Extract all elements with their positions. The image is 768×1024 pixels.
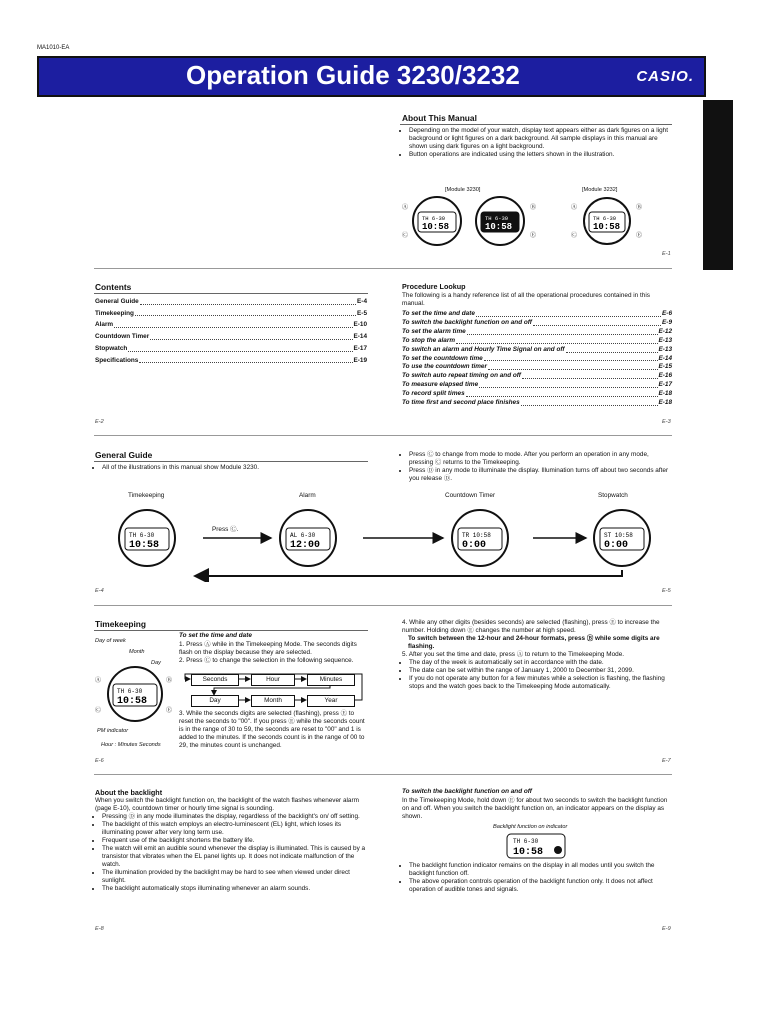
svg-text:Ⓒ: Ⓒ: [95, 708, 102, 714]
svg-text:TH 6-30: TH 6-30: [593, 215, 617, 222]
sequence-seconds: Seconds: [191, 674, 239, 686]
svg-text:Ⓐ: Ⓐ: [571, 205, 578, 211]
page-number: E-6: [95, 758, 104, 764]
svg-text:Ⓑ: Ⓑ: [166, 678, 173, 684]
module-label-3232: [Module 3232]: [582, 187, 618, 193]
toc-item[interactable]: Countdown Timer E-14: [95, 333, 367, 341]
display-main: 12:00: [290, 540, 321, 551]
contents-heading: Contents: [95, 282, 132, 292]
general-guide-heading: General Guide: [95, 450, 153, 460]
display-top: TH 6-30: [117, 688, 143, 695]
sequence-month: Month: [251, 695, 295, 707]
mode-label-alarm: Alarm: [299, 492, 316, 499]
watch-illustration-3232: [570, 195, 645, 247]
display-main: 0:00: [604, 540, 629, 551]
sequence-year: Year: [307, 695, 355, 707]
procedure-item[interactable]: To set the time and date E-6: [402, 310, 672, 317]
backlight-text: When you switch the backlight function on, the backlight of the watch flashes whenever alarm (page E-10), countdown timer or hourly time signal is sounding. • Pressing Ⓓ in any mode illuminates the display, regardless of the backlight's on/ off setting. • The backlight of this watch employs an electro-luminescent (EL) light, which loses its illuminating power after very long term use. • Frequent use of the backlight shortens the battery life. • The watch will emit an audible sound whenever the display is illuminated. This is caused by a transistor that vibrates when the EL panel lights up. It does not indicate malfunction of the watch. • The illumination provided by the backlight may be hard to see when viewed under direct sunlight. • The backlight automatically stops illuminating whenever an alarm sounds.: [95, 797, 367, 893]
about-heading: About This Manual: [402, 113, 477, 123]
toc-item[interactable]: Alarm E-10: [95, 321, 367, 329]
general-guide-bullets: • Press Ⓒ to change from mode to mode. After you perform an operation in any mode, pressing Ⓒ returns to the Timekeeping. • Press Ⓓ in any mode to illuminate the display. Illumination turns off about two seconds after you release Ⓓ.: [402, 451, 674, 483]
sequence-minutes: Minutes: [307, 674, 355, 686]
side-tab: [703, 100, 733, 270]
procedure-item[interactable]: To switch an alarm and Hourly Time Signal on and off E-13: [402, 345, 672, 353]
page-number: E-7: [662, 758, 671, 764]
backlight-display: [505, 832, 575, 860]
procedure-heading: Procedure Lookup: [402, 282, 466, 291]
procedure-item[interactable]: To stop the alarm E-13: [402, 336, 672, 344]
page-number: E-8: [95, 926, 104, 932]
sequence-day: Day: [191, 695, 239, 707]
mode-label-countdown: Countdown Timer: [445, 492, 496, 499]
divider: [94, 630, 368, 631]
backlight-switch-title: To switch the backlight function on and off: [402, 788, 532, 795]
svg-text:Ⓔ: Ⓔ: [166, 708, 173, 714]
display-top: AL 6-30: [290, 532, 316, 539]
toc-item[interactable]: Specifications E-19: [95, 356, 367, 364]
watch-stopwatch: [594, 510, 650, 566]
svg-text:Ⓑ: Ⓑ: [636, 205, 643, 211]
label-hour-minutes-seconds: Hour : Minutes Seconds: [101, 742, 161, 748]
sequence-arrows: [180, 670, 370, 710]
display-main: 0:00: [462, 540, 487, 551]
procedure-item[interactable]: To switch the backlight function on and off E-9: [402, 318, 672, 326]
document-code: MA1010-EA: [37, 45, 70, 51]
watch-face-left: [413, 197, 461, 245]
toc-item[interactable]: Stopwatch E-17: [95, 344, 367, 352]
procedure-item[interactable]: To switch auto repeat timing on and off E-16: [402, 372, 672, 380]
page-number: E-4: [95, 588, 104, 594]
svg-text:TH 6-30: TH 6-30: [422, 215, 446, 222]
procedure-item[interactable]: To set the alarm time E-12: [402, 327, 672, 335]
mode-label-timekeeping: Timekeeping: [128, 492, 165, 499]
display-top: TR 10:58: [462, 532, 491, 539]
svg-text:Ⓑ: Ⓑ: [530, 205, 537, 211]
svg-text:Ⓒ: Ⓒ: [571, 233, 578, 239]
divider: [400, 124, 672, 125]
section-divider: [94, 774, 672, 775]
display-main: 10:58: [117, 696, 148, 707]
set-time-step3: 3. While the seconds digits are selected (flashing), press Ⓔ to reset the seconds to "00". If you press Ⓔ while the seconds count is in the range of 30 to 59, the seconds are reset to "00" and 1 is added to the minutes. If the seconds count is in the range of 00 to 29, the minutes count is unchanged.: [179, 710, 365, 749]
backlight-indicator-label: Backlight function on indicator: [493, 824, 568, 830]
page-number: E-9: [662, 926, 671, 932]
procedure-item[interactable]: To time first and second place finishes E-18: [402, 399, 672, 407]
watch-timekeeping: [119, 510, 175, 566]
svg-text:Ⓔ: Ⓔ: [636, 233, 643, 239]
page-title: Operation Guide 3230/3232: [186, 60, 520, 90]
svg-text:TH 6-30: TH 6-30: [485, 215, 509, 222]
timekeeping-heading: Timekeeping: [95, 619, 147, 629]
module-label-3230: [Module 3230]: [445, 187, 481, 193]
backlight-right-bullets: • The backlight function indicator remains on the display in all modes until you switch the backlight function off. • The above operation controls operation of the backlight function only. It does not affect operation of audible tones and signals.: [402, 862, 674, 894]
sequence-hour: Hour: [251, 674, 295, 686]
section-divider: [94, 268, 672, 269]
display-top: TH 6-30: [513, 838, 539, 845]
about-bullet: • Button operations are indicated using the letters shown in the illustration.: [409, 151, 674, 159]
backlight-heading: About the backlight: [95, 788, 163, 797]
section-divider: [94, 435, 672, 436]
page-number: E-2: [95, 419, 104, 425]
timekeeping-watch: [95, 662, 175, 728]
timekeeping-right-steps: 4. While any other digits (besides seconds) are selected (flashing), press Ⓔ to increase the number. Holding down Ⓔ changes the number at high speed. To switch between the 12-hour and 24-hour formats, press Ⓑ while some digits are flashing. 5. After you set the time and date, press Ⓐ to return to the Timekeeping Mode. • The day of the week is automatically set in accordance with the date. • The date can be set within the range of January 1, 2000 to December 31, 2099. • If you do not operate any button for a few minutes while a selection is flashing, the flashing stops and the watch goes back to the Timekeeping Mode automatically.: [402, 619, 674, 691]
set-time-steps: 1. Press Ⓐ while in the Timekeeping Mode. The seconds digits flash on the display because they are selected. 2. Press Ⓒ to change the selection in the following sequence.: [179, 641, 357, 664]
display-main: 10:58: [513, 847, 544, 858]
display-top: ST 10:58: [604, 532, 633, 539]
label-day-of-week: Day of week: [95, 638, 126, 644]
watch-countdown: [452, 510, 508, 566]
svg-text:Ⓐ: Ⓐ: [402, 205, 409, 211]
toc-item[interactable]: Timekeeping E-5: [95, 309, 367, 317]
label-month: Month: [129, 649, 145, 655]
svg-text:Ⓐ: Ⓐ: [95, 678, 102, 684]
watch-illustration-3230: [400, 195, 540, 247]
svg-text:10:58: 10:58: [485, 222, 513, 232]
toc-item[interactable]: General Guide E-4: [95, 298, 367, 305]
mode-label-stopwatch: Stopwatch: [598, 492, 628, 499]
display-top: TH 6-30: [129, 532, 155, 539]
procedure-item[interactable]: To measure elapsed time E-17: [402, 381, 672, 389]
procedure-item[interactable]: To record split times E-18: [402, 390, 672, 398]
display-main: 10:58: [129, 540, 160, 551]
backlight-switch-text: In the Timekeeping Mode, hold down Ⓔ for about two seconds to switch the backlight function on and off. When you switch the backlight function on, an indicator appears on the display as shown.: [402, 797, 668, 820]
title-banner: [37, 56, 706, 97]
press-c-label: Press Ⓒ.: [212, 526, 239, 533]
watch-alarm: [280, 510, 336, 566]
divider: [94, 293, 368, 294]
casio-logo: CASIO.: [636, 68, 694, 85]
page-number: E-3: [662, 419, 671, 425]
about-bullet: • Depending on the model of your watch, display text appears either as dark figures on a light background or light figures on a dark background. All sample displays in this manual are shown using dark figures on a light background.: [409, 127, 674, 151]
svg-text:10:58: 10:58: [593, 222, 621, 232]
backlight-indicator-icon: [554, 846, 562, 854]
label-pm-indicator: PM indicator: [97, 728, 129, 734]
divider: [94, 461, 368, 462]
svg-text:Ⓒ: Ⓒ: [402, 233, 409, 239]
mode-cycle-diagram: [95, 500, 675, 582]
page-number: E-5: [662, 588, 671, 594]
procedure-item[interactable]: To use the countdown timer E-15: [402, 363, 672, 371]
section-divider: [94, 605, 672, 606]
procedure-intro: The following is a handy reference list of all the operational procedures contained in this manual.: [402, 292, 650, 307]
page-number: E-1: [662, 251, 671, 257]
watch-face-right: [476, 197, 524, 245]
general-guide-note: • All of the illustrations in this manual show Module 3230.: [95, 464, 369, 472]
svg-text:10:58: 10:58: [422, 222, 450, 232]
procedure-list: [402, 310, 672, 408]
set-time-title: To set the time and date: [179, 632, 252, 639]
label-day: Day: [151, 660, 161, 666]
contents-list: [95, 296, 367, 366]
svg-text:Ⓔ: Ⓔ: [530, 233, 537, 239]
about-text: [402, 127, 674, 159]
procedure-item[interactable]: To set the countdown time E-14: [402, 354, 672, 362]
